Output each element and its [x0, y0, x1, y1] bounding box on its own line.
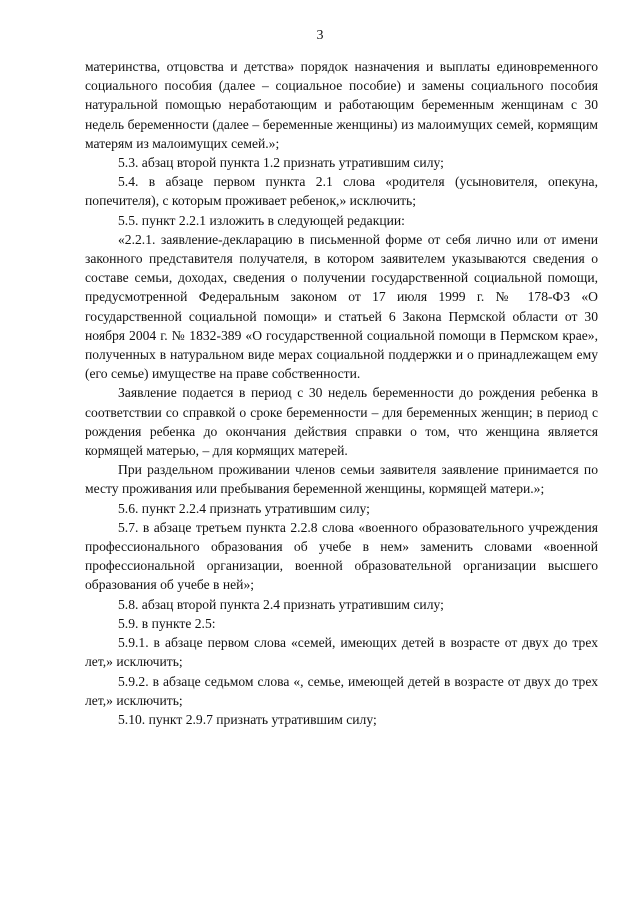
- paragraph-separate-residence: При раздельном проживании членов семьи заявителя заявление принимается по месту проживания или пребывания беременной женщины, кормящей матери.»;: [85, 462, 598, 497]
- paragraph-5-7: 5.7. в абзаце третьем пункта 2.2.8 слова «военного образовательного учреждения профессионального образования об учебе в нем» заменить словами «военной профессиональной организации, военной образовательной организации высшего образования об учебе в ней»;: [85, 519, 598, 593]
- paragraph-5-9-1: 5.9.1. в абзаце первом слова «семей, имеющих детей в возрасте от двух до трех лет,» исключить;: [85, 635, 598, 670]
- paragraph-5-9: 5.9. в пункте 2.5:: [118, 615, 216, 631]
- paragraph-5-8: 5.8. абзац второй пункта 2.4 признать утратившим силу;: [118, 596, 444, 612]
- paragraph-continuation: материнства, отцовства и детства» порядок назначения и выплаты единовременного социального пособия (далее – социальное пособие) и замены социального пособия натуральной помощью неработающим и работающим беременным женщинам с 30 недель беременности (далее – беременные женщины) из малоимущих семей, кормящим матерям из малоимущих семей.»;: [85, 59, 598, 151]
- paragraph-5-5: 5.5. пункт 2.2.1 изложить в следующей редакции:: [118, 212, 405, 228]
- paragraph-5-4: 5.4. в абзаце первом пункта 2.1 слова «родителя (усыновителя, опекуна, попечителя), с которым проживает ребенок,» исключить;: [85, 174, 598, 209]
- paragraph-5-10: 5.10. пункт 2.9.7 признать утратившим силу;: [118, 711, 377, 727]
- page-number: 3: [316, 28, 324, 43]
- paragraph-5-9-2: 5.9.2. в абзаце седьмом слова «, семье, имеющей детей в возрасте от двух до трех лет,» исключить;: [85, 673, 598, 708]
- paragraph-5-3: 5.3. абзац второй пункта 1.2 признать утратившим силу;: [118, 155, 444, 171]
- paragraph-application-period: Заявление подается в период с 30 недель беременности до рождения ребенка в соответствии со справкой о сроке беременности – для беременных женщин; в период с рождения ребенка до окончания действия справки о том, что женщина является кормящей матерью, – для кормящих матерей.: [85, 385, 598, 459]
- document-body: [85, 57, 598, 729]
- paragraph-2-2-1: «2.2.1. заявление-декларацию в письменной форме от себя лично или от имени законного представителя получателя, в котором заявителем указываются сведения о составе семьи, доходах, сведения о получении государственной социальной помощи, предусмотренной Федеральным законом от 17 июля 1999 г. № 178-ФЗ «О государственной социальной помощи» и статьей 6 Закона Пермской области от 30 ноября 2004 г. № 1832-389 «О государственной социальной помощи в Пермском крае», полученных в натуральном виде мерах социальной поддержки и о принадлежащем ему (его семье) имуществе на праве собственности.: [85, 231, 598, 382]
- paragraph-5-6: 5.6. пункт 2.2.4 признать утратившим силу;: [118, 500, 370, 516]
